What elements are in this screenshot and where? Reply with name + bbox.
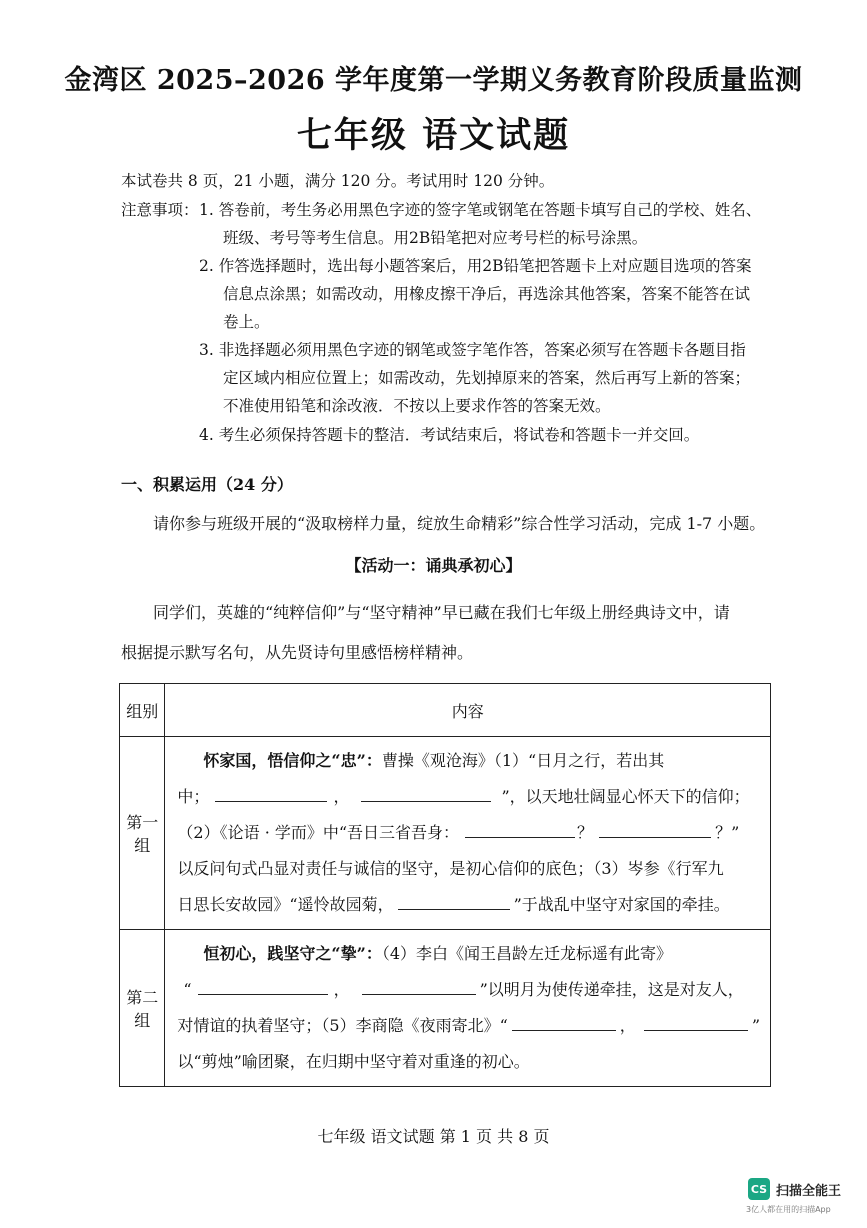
answer-blank[interactable]: [599, 821, 711, 838]
notice-line: 定区域内相应位置上；如需改动，先划掉原来的答案，然后再写上新的答案；: [223, 369, 751, 387]
content-table: [119, 683, 771, 1087]
content-line: [177, 779, 760, 815]
content-text: ”: [751, 1016, 760, 1035]
section-paragraph: 根据提示默写名句，从先贤诗句里感悟榜样精神。: [121, 643, 474, 662]
header-group: 组别: [120, 684, 165, 737]
notice-line: 4. 考生必须保持答题卡的整洁．考试结束后，将试卷和答题卡一并交回。: [199, 426, 700, 444]
notice-line: 卷上。: [223, 313, 270, 331]
exam-subtitle: 七年级 语文试题: [296, 115, 571, 156]
content-text: （4）李白《闻王昌龄左迁龙标遥有此寄》: [381, 944, 673, 963]
answer-blank[interactable]: [465, 821, 575, 838]
scanner-app-name: 扫描全能王: [776, 1183, 842, 1199]
content-text: “: [183, 980, 192, 999]
exam-intro: 本试卷共 8 页，21 小题，满分 120 分。考试用时 120 分钟。: [121, 172, 555, 190]
answer-blank[interactable]: [644, 1014, 748, 1031]
group-lead: 怀家国，悟信仰之“忠”：: [203, 751, 382, 770]
answer-blank[interactable]: [198, 978, 328, 995]
notice-line: 信息点涂黑；如需改动，用橡皮擦干净后，再选涂其他答案，答案不能答在试: [223, 285, 751, 303]
header-content: 内容: [165, 684, 771, 737]
notice-label: 注意事项：: [121, 201, 199, 219]
group-content: [165, 737, 771, 930]
content-line: 以“剪烛”喻团聚，在归期中坚守着对重逢的初心。: [177, 1052, 530, 1071]
content-text: （2）《论语 · 学而》中“吾日三省吾身：: [177, 823, 460, 842]
content-text: 中；: [177, 787, 210, 806]
answer-blank[interactable]: [215, 785, 327, 802]
group-label: 第一组: [120, 737, 165, 930]
table-row: [120, 930, 771, 1087]
content-line: [177, 815, 760, 851]
content-text: 对情谊的执着坚守；（5）李商隐《夜雨寄北》“: [177, 1016, 508, 1035]
activity-title: 【活动一：诵典承初心】: [345, 556, 522, 575]
table-row: [120, 737, 771, 930]
content-text: ，: [333, 980, 350, 999]
answer-blank[interactable]: [512, 1014, 616, 1031]
scanner-watermark: [748, 1178, 841, 1200]
scanner-tagline: 3亿人都在用的扫描App: [746, 1205, 831, 1214]
section-title: 一、积累运用（24 分）: [121, 475, 293, 494]
content-text: ”于战乱中坚守对家国的牵挂。: [513, 895, 730, 914]
content-text: ”以明月为使传递牵挂，这是对友人，: [479, 980, 744, 999]
answer-blank[interactable]: [398, 893, 510, 910]
content-text: 日思长安故园》“遥怜故园菊，: [177, 895, 394, 914]
content-line: [177, 743, 760, 779]
section-paragraph: 同学们，英雄的“纯粹信仰”与“坚守精神”早已藏在我们七年级上册经典诗文中，请: [153, 603, 730, 622]
notice-line: 1. 答卷前，考生务必用黑色字迹的签字笔或钢笔在答题卡填写自己的学校、姓名、: [199, 201, 762, 219]
content-line: [177, 887, 760, 923]
answer-blank[interactable]: [362, 978, 476, 995]
content-text: 曹操《观沧海》（1）“日月之行，若出其: [381, 751, 665, 770]
content-text: ？: [577, 823, 594, 842]
content-text: ，: [333, 787, 350, 806]
camscanner-logo-icon: CS: [748, 1178, 770, 1200]
notice-line: 不准使用铅笔和涂改液．不按以上要求作答的答案无效。: [223, 397, 611, 415]
page-footer: 七年级 语文试题 第 1 页 共 8 页: [317, 1127, 550, 1146]
table-header-row: [120, 684, 771, 737]
section-intro: 请你参与班级开展的“汲取榜样力量，绽放生命精彩”综合性学习活动，完成 1-7 小题。: [153, 514, 766, 533]
notice-line: 班级、考号等考生信息。用2B铅笔把对应考号栏的标号涂黑。: [223, 229, 648, 247]
notice-line: 3. 非选择题必须用黑色字迹的钢笔或签字笔作答，答案必须写在答题卡各题目指: [199, 341, 746, 359]
exam-title: 金湾区 2025–2026 学年度第一学期义务教育阶段质量监测: [64, 65, 803, 96]
content-line: [177, 1008, 760, 1044]
content-text: ，: [619, 1016, 636, 1035]
content-line: [177, 972, 760, 1008]
group-content: [165, 930, 771, 1087]
content-text: ”，以天地壮阔显心怀天下的信仰；: [501, 787, 750, 806]
content-line: 以反问句式凸显对责任与诚信的坚守，是初心信仰的底色；（3）岑参《行军九: [177, 859, 724, 878]
group-lead: 恒初心，践坚守之“挚”：: [203, 944, 382, 963]
content-line: [177, 936, 760, 972]
answer-blank[interactable]: [361, 785, 491, 802]
notice-line: 2. 作答选择题时，选出每小题答案后，用2B铅笔把答题卡上对应题目选项的答案: [199, 257, 752, 275]
group-label: 第二组: [120, 930, 165, 1087]
content-text: ？”: [715, 823, 740, 842]
